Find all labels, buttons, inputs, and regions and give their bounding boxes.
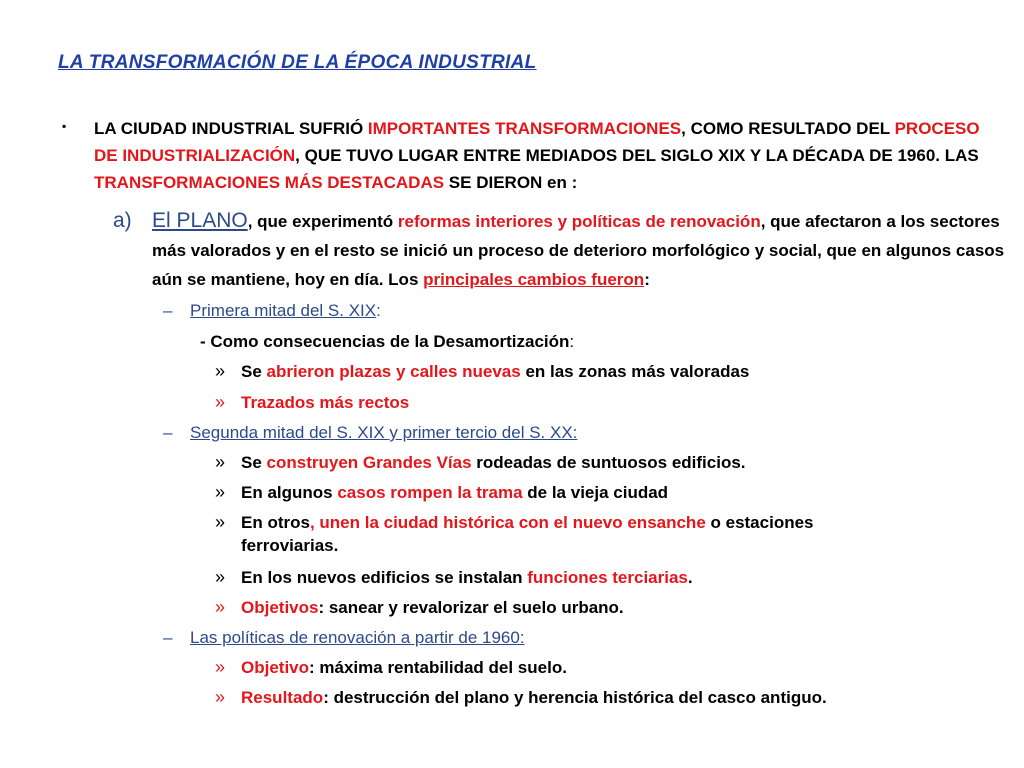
item-text: : destrucción del plano y herencia histórica del casco antiguo. bbox=[323, 688, 827, 707]
raquo-bullet-icon: » bbox=[215, 567, 226, 587]
section-heading-3 bbox=[190, 627, 525, 649]
list-item bbox=[241, 657, 567, 679]
list-item bbox=[241, 687, 827, 709]
plano-paragraph bbox=[152, 206, 1020, 294]
p1-text-1: LA CIUDAD INDUSTRIAL SUFRIÓ bbox=[94, 119, 368, 138]
item-text: en las zonas más valoradas bbox=[520, 362, 750, 381]
section-heading-2-text: Segunda mitad del S. XIX y primer tercio del S. XX: bbox=[190, 423, 578, 442]
plano-heading: El PLANO bbox=[152, 209, 248, 232]
item-highlight: Objetivo bbox=[241, 658, 310, 677]
list-item bbox=[241, 361, 749, 383]
item-highlight: Resultado bbox=[241, 688, 324, 707]
p2-highlight-2: principales cambios fueron bbox=[423, 270, 645, 289]
p1-text-2: , COMO RESULTADO DEL bbox=[681, 119, 895, 138]
list-item bbox=[241, 597, 624, 619]
p1-text-3: , QUE TUVO LUGAR ENTRE MEDIADOS DEL SIGLO XIX Y LA DÉCADA DE 1960. LAS bbox=[295, 146, 979, 165]
p1-highlight-2: PROCESO DE INDUSTRIALIZACIÓN bbox=[94, 119, 980, 165]
dash-bullet-icon: – bbox=[163, 423, 173, 442]
item-text: En algunos bbox=[241, 483, 338, 502]
item-text: de la vieja ciudad bbox=[522, 483, 669, 502]
list-item bbox=[241, 567, 693, 589]
item-text: o estaciones bbox=[705, 513, 814, 532]
raquo-bullet-icon: » bbox=[215, 597, 226, 617]
dash-bullet-icon: – bbox=[163, 301, 173, 320]
item-highlight: Objetivos bbox=[241, 598, 319, 617]
item-highlight: Trazados más rectos bbox=[241, 393, 410, 412]
item-highlight: construyen Grandes Vías bbox=[266, 453, 472, 472]
raquo-bullet-icon: » bbox=[215, 657, 226, 677]
item-highlight: abrieron plazas y calles nuevas bbox=[266, 362, 521, 381]
p1-text-4: SE DIERON en : bbox=[444, 173, 578, 192]
p2-text-2: , que afectaron a los sectores más valorados y en el resto se inició un proceso de deterioro morfológico y social, que en algunos casos aún se mantiene, hoy en día. Los bbox=[152, 212, 1005, 289]
item-text: En otros bbox=[241, 513, 310, 532]
section-heading-3-text: Las políticas de renovación a partir de 1960: bbox=[190, 628, 525, 647]
item-text: : máxima rentabilidad del suelo. bbox=[309, 658, 567, 677]
intro-paragraph bbox=[94, 115, 994, 196]
dash-bullet-icon: – bbox=[163, 628, 173, 647]
item-text: Se bbox=[241, 362, 267, 381]
list-item bbox=[241, 482, 668, 504]
desamortizacion-text: - Como consecuencias de la Desamortización bbox=[200, 332, 570, 351]
p2-highlight-1: reformas interiores y políticas de renovación bbox=[397, 212, 761, 231]
item-text: Se bbox=[241, 453, 267, 472]
square-bullet-icon: ▪ bbox=[62, 119, 67, 133]
raquo-bullet-icon: » bbox=[215, 452, 226, 472]
raquo-bullet-icon: » bbox=[215, 361, 226, 381]
slide-title: LA TRANSFORMACIÓN DE LA ÉPOCA INDUSTRIAL bbox=[58, 52, 537, 73]
item-text: : sanear y revalorizar el suelo urbano. bbox=[318, 598, 624, 617]
item-highlight: , unen la ciudad histórica con el nuevo ensanche bbox=[309, 513, 706, 532]
section-heading-1-colon: : bbox=[376, 301, 381, 320]
item-text: ferroviarias. bbox=[241, 536, 339, 555]
p1-highlight-3: TRANSFORMACIONES MÁS DESTACADAS bbox=[94, 173, 445, 192]
list-label-a: a) bbox=[113, 209, 132, 232]
section-heading-2 bbox=[190, 422, 577, 444]
section-heading-1-text: Primera mitad del S. XIX bbox=[190, 301, 377, 320]
raquo-bullet-icon: » bbox=[215, 512, 226, 532]
p2-text-3: : bbox=[644, 270, 650, 289]
item-text: En los nuevos edificios se instalan bbox=[241, 568, 528, 587]
desamortizacion-colon: : bbox=[569, 332, 575, 351]
item-text: . bbox=[687, 568, 693, 587]
p1-highlight-1: IMPORTANTES TRANSFORMACIONES bbox=[367, 119, 682, 138]
list-item-continuation bbox=[241, 535, 338, 557]
raquo-bullet-icon: » bbox=[215, 687, 226, 707]
p2-text-1: , que experimentó bbox=[247, 212, 398, 231]
raquo-bullet-icon: » bbox=[215, 392, 226, 412]
item-highlight: funciones terciarias bbox=[527, 568, 688, 587]
section-heading-1 bbox=[190, 300, 381, 322]
list-item bbox=[241, 452, 746, 474]
raquo-bullet-icon: » bbox=[215, 482, 226, 502]
desamortizacion-line bbox=[200, 331, 574, 353]
item-text: rodeadas de suntuosos edificios. bbox=[471, 453, 746, 472]
item-highlight: casos rompen la trama bbox=[337, 483, 523, 502]
list-item bbox=[241, 512, 814, 534]
list-item bbox=[241, 392, 409, 414]
